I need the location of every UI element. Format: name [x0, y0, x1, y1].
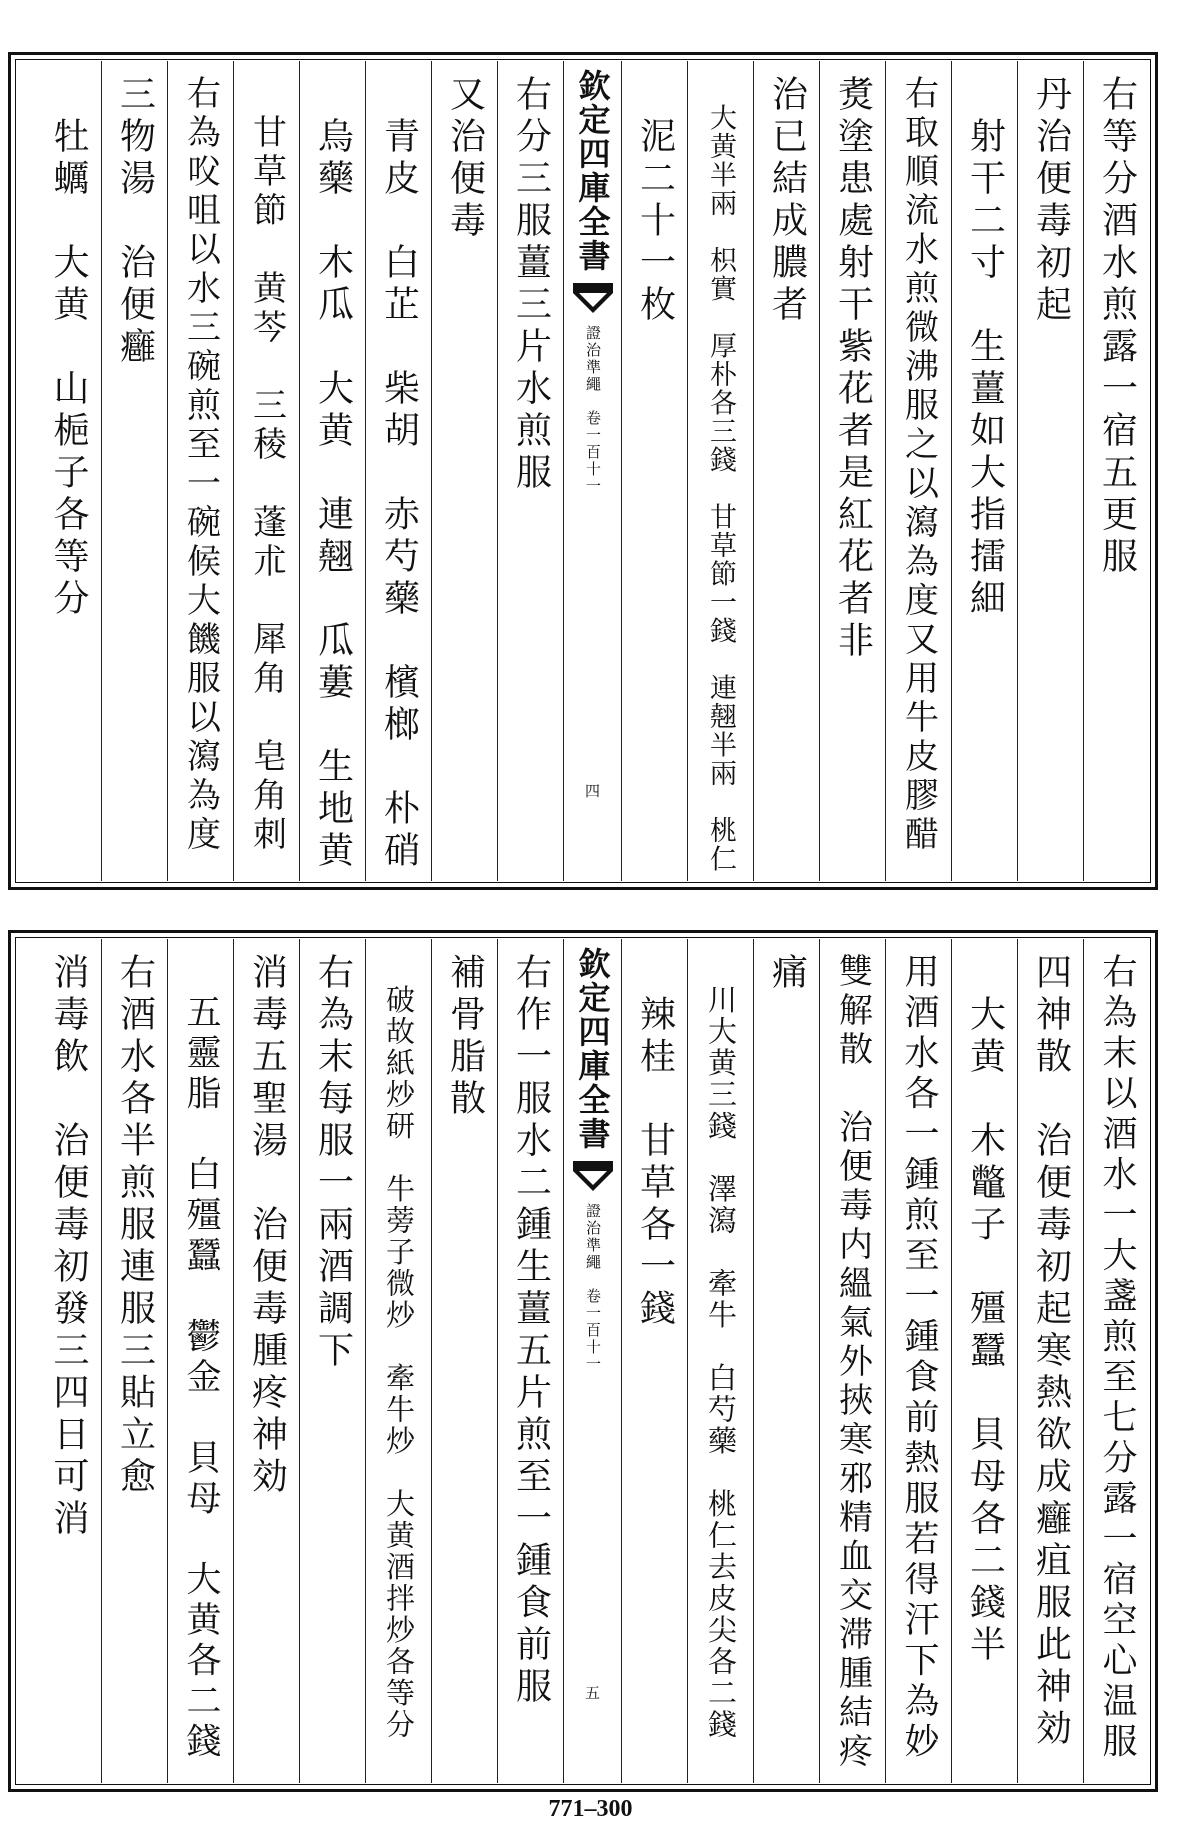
text-column	[687, 939, 753, 1783]
text-column	[299, 61, 365, 881]
text-column	[35, 61, 101, 881]
column-text: 右為㕮咀以水三碗煎至一碗候大饑服以瀉為度	[180, 75, 221, 855]
text-column	[233, 939, 299, 1783]
column-text: 牡蠣 大黄 山梔子各等分	[48, 75, 89, 621]
text-column	[1083, 61, 1149, 881]
column-text: 右分三服薑三片水煎服	[510, 75, 552, 495]
text-column	[101, 61, 167, 881]
text-column	[621, 939, 687, 1783]
column-text: 五靈脂 白殭蠶 鬱金 貝母 大黄各二錢	[181, 953, 221, 1763]
column-text: 用酒水各一鍾煎至一鍾食前熱服若得汗下為妙	[899, 953, 939, 1763]
column-text: 丹治便毒初起	[1030, 75, 1072, 327]
page-number: 四	[584, 782, 600, 800]
column-text: 川大黄三錢 澤瀉 牽牛 白芍藥 桃仁去皮尖各二錢	[704, 953, 738, 1741]
column-text: 右作一服水二鍾生薑五片煎至一鍾食前服	[510, 953, 552, 1709]
column-text: 甘草節 黄芩 三稜 蓬朮 犀角 皂角刺	[246, 75, 287, 855]
text-column	[819, 61, 885, 881]
column-text: 辣桂 甘草各一錢	[634, 953, 676, 1331]
column-text: 消毒五聖湯 治便毒腫疼神効	[246, 953, 288, 1499]
column-text: 煑塗患處射干紫花者是紅花者非	[832, 75, 874, 663]
column-text: 射干二寸 生薑如大指擂細	[964, 75, 1006, 621]
text-column	[35, 939, 101, 1783]
text-column	[365, 939, 431, 1783]
column-text: 大黄半兩 枳實 厚朴各三錢 甘草節一錢 連翹半兩 桃仁	[705, 75, 736, 873]
column-text: 右為末以酒水一大盞煎至七分露一宿空心温服	[1097, 953, 1137, 1763]
text-column	[687, 61, 753, 881]
center-fold	[563, 61, 621, 881]
volume-label: 證治準繩 卷一百十一	[584, 1203, 602, 1373]
page-footer-number: 771–300	[548, 1796, 633, 1822]
text-column	[753, 939, 819, 1783]
page-number: 五	[584, 1684, 600, 1702]
column-text: 右為末每服一兩酒調下	[312, 953, 354, 1373]
column-text: 右取順流水煎微沸服之以瀉為度又用牛皮膠醋	[898, 75, 939, 855]
book-title: 欽定四庫全書	[573, 947, 612, 1151]
text-column	[951, 61, 1017, 881]
fish-tail-mark-icon	[573, 1161, 613, 1195]
text-column	[299, 939, 365, 1783]
text-column	[819, 939, 885, 1783]
text-column	[365, 61, 431, 881]
text-column	[885, 939, 951, 1783]
column-text: 治已結成膿者	[766, 75, 808, 327]
text-column	[621, 61, 687, 881]
text-column	[167, 61, 233, 881]
text-column	[101, 939, 167, 1783]
column-text: 三物湯 治便癰	[114, 75, 156, 369]
text-column	[431, 939, 497, 1783]
column-text: 青皮 白芷 柴胡 赤芍藥 檳榔 朴硝	[378, 75, 420, 873]
column-text: 大黄 木鼈子 殭蠶 貝母各二錢半	[964, 953, 1006, 1667]
text-column	[233, 61, 299, 881]
column-text: 補骨脂散	[444, 953, 486, 1121]
column-text: 右等分酒水煎露一宿五更服	[1096, 75, 1138, 579]
text-column	[1017, 61, 1083, 881]
center-fold	[563, 939, 621, 1783]
column-text: 破故紙炒研 牛蒡子微炒 牽牛炒 大黄酒拌炒各等分	[382, 953, 416, 1741]
lower-text-columns	[17, 939, 1149, 1783]
text-column	[167, 939, 233, 1783]
column-text: 痛	[766, 953, 808, 995]
column-text: 烏藥 木瓜 大黄 連翹 瓜蔞 生地黄	[312, 75, 354, 873]
column-text: 雙解散 治便毒内縕氣外挾寒邪精血交滞腫結疼	[832, 953, 873, 1772]
text-column	[885, 61, 951, 881]
text-column	[431, 61, 497, 881]
column-text: 消毒飲 治便毒初發三四日可消	[48, 953, 89, 1541]
fish-tail-mark-icon	[573, 283, 613, 317]
upper-book-page	[8, 52, 1158, 890]
text-column	[1083, 939, 1149, 1783]
column-text: 又治便毒	[444, 75, 486, 243]
column-text: 右酒水各半煎服連服三貼立愈	[114, 953, 156, 1499]
volume-label: 證治準繩 卷一百十一	[584, 325, 602, 495]
text-column	[753, 61, 819, 881]
column-text: 泥二十一枚	[634, 75, 676, 327]
book-title: 欽定四庫全書	[573, 69, 612, 273]
text-column	[497, 61, 563, 881]
text-column	[497, 939, 563, 1783]
column-text: 四神散 治便毒初起寒熱欲成癰疽服此神効	[1030, 953, 1072, 1751]
upper-text-columns	[17, 61, 1149, 881]
lower-book-page	[8, 930, 1158, 1792]
text-column	[951, 939, 1017, 1783]
text-column	[1017, 939, 1083, 1783]
